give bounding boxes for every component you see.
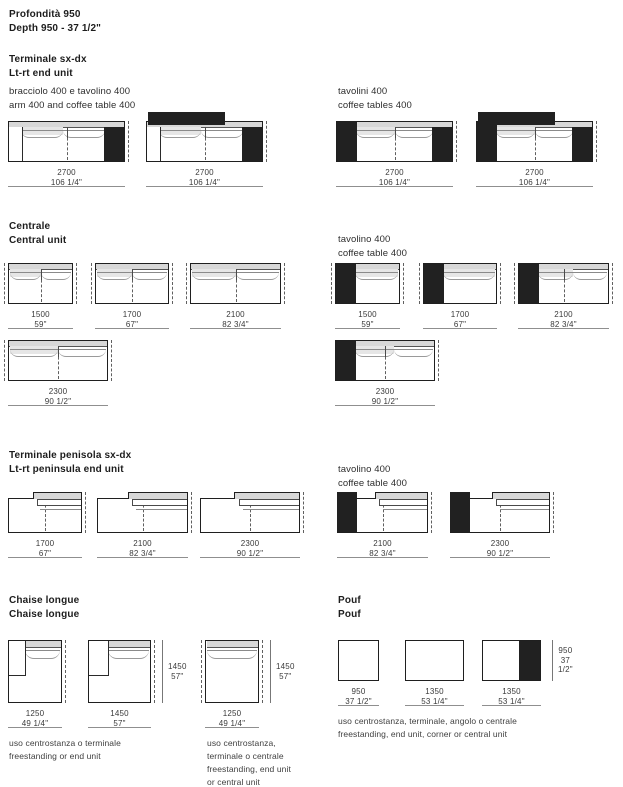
dim-label-inch: 90 1/2"	[371, 396, 399, 406]
unit-diagram-pf-1350a	[405, 640, 464, 713]
backrest-strip	[207, 641, 258, 648]
edge-dashline	[403, 263, 404, 304]
coffee-table-block	[477, 122, 497, 161]
seat-cushion-curve	[356, 130, 395, 138]
edge-dashline	[128, 121, 129, 162]
seat-cushion-curve	[108, 650, 149, 659]
dim-label	[337, 539, 428, 558]
edge-dashline	[438, 340, 439, 381]
module-drawing	[336, 121, 453, 162]
dim-label	[336, 168, 453, 187]
dim-rule	[88, 727, 151, 728]
seat-cushion-curve	[41, 272, 72, 280]
dim-label-mm: 2100	[226, 310, 245, 319]
group-label-peninsula-table-line-0: tavolino 400	[338, 464, 391, 475]
dim-label-inch: 106 1/4"	[50, 177, 83, 187]
edge-dashline	[85, 492, 86, 533]
dim-rule	[337, 557, 428, 558]
seat-cushion-curve	[201, 130, 243, 138]
module-drawing	[335, 263, 400, 304]
group-label-end-unit-arm-table	[9, 85, 135, 113]
dim-label-mm: 1500	[31, 310, 50, 319]
vertical-dim-line	[270, 640, 271, 703]
dim-label-mm: 1250	[25, 709, 45, 718]
cushion-divider	[132, 269, 133, 280]
dim-label-inch: 67"	[453, 319, 467, 329]
cushion-divider	[58, 346, 59, 357]
dim-rule	[335, 405, 435, 406]
dim-label-mm: 2700	[525, 168, 544, 177]
unit-diagram-end-at-2	[146, 121, 263, 194]
backrest-strip	[234, 492, 300, 499]
dim-label	[88, 709, 151, 728]
edge-dashline	[419, 263, 420, 304]
seat-cushion-curve	[58, 349, 106, 357]
seat-cushion-curve	[443, 272, 495, 280]
edge-dashline	[201, 640, 202, 703]
edge-dashline	[456, 121, 457, 162]
dim-rule	[405, 705, 464, 706]
dim-label	[95, 310, 169, 329]
section-title-chaise-line-0: Chaise longue	[9, 595, 80, 606]
dim-label	[450, 539, 550, 558]
coffee-table-block	[104, 127, 124, 161]
dim-label-inch: 59"	[34, 319, 47, 329]
dim-label-mm: 1700	[122, 310, 142, 319]
unit-diagram-p-2100	[97, 492, 188, 565]
seatback-cushion-step	[496, 499, 549, 506]
group-label-peninsula-table-line-1: coffee table 400	[338, 478, 408, 489]
coffee-table-block	[336, 264, 356, 303]
section-title-chaise-line-1: Chaise longue	[9, 609, 80, 620]
vertical-dim-label	[276, 662, 295, 681]
dim-label-mm: 2700	[195, 168, 214, 177]
seat-cushion-curve	[97, 272, 132, 280]
unit-diagram-end-at-1	[8, 121, 125, 194]
seat-cushion-curve	[159, 130, 201, 138]
vertical-dim-mm: 1450	[168, 662, 187, 671]
dim-label	[405, 687, 464, 706]
vertical-dim-line	[552, 640, 553, 681]
page-header-line-it: Profondità 950	[9, 9, 81, 20]
dim-label-mm: 2300	[375, 387, 395, 396]
page-header-line-en: Depth 950 - 37 1/2"	[9, 23, 102, 34]
group-label-peninsula-table	[338, 463, 407, 491]
vertical-dim	[552, 640, 573, 681]
dim-label	[8, 310, 73, 329]
section-title-pouf-line-0: Pouf	[338, 595, 361, 606]
section-title-pouf-line-1: Pouf	[338, 609, 361, 620]
edge-dashline	[172, 263, 173, 304]
dim-label-mm: 1350	[425, 687, 444, 696]
module-drawing	[97, 492, 188, 533]
edge-dashline	[266, 121, 267, 162]
dim-label-mm: 1700	[35, 539, 55, 548]
coffee-table-block	[432, 127, 452, 161]
vertical-dim-label	[558, 646, 573, 675]
group-label-end-unit-arm-table-line-0: bracciolo 400 e tavolino 400	[9, 86, 131, 97]
section-title-central	[9, 220, 66, 248]
dim-label-mm: 1500	[358, 310, 377, 319]
seat-cushion-curve	[394, 349, 433, 357]
seat-cushion-curve	[236, 272, 280, 280]
dim-rule	[482, 705, 541, 706]
seatback-cushion-step	[132, 499, 187, 506]
dim-label	[8, 387, 108, 406]
dim-label-mm: 2300	[240, 539, 260, 548]
seatback-cushion-line	[243, 509, 299, 510]
backrest-strip	[108, 641, 150, 648]
section-title-central-line-1: Central unit	[9, 235, 67, 246]
dim-label	[423, 310, 497, 329]
module-drawing	[423, 263, 497, 304]
backrest-strip	[375, 492, 428, 499]
seat-cushion-curve	[538, 272, 573, 280]
edge-dashline	[111, 340, 112, 381]
vertical-dim	[270, 640, 295, 703]
coffee-table-block	[519, 641, 540, 680]
vertical-dim-mm: 1450	[276, 662, 295, 671]
edge-dashline	[65, 640, 66, 703]
unit-diagram-end-t-2	[476, 121, 593, 194]
dim-label-mm: 2100	[373, 539, 392, 548]
dim-label-mm: 2100	[133, 539, 152, 548]
section-title-chaise	[9, 594, 79, 622]
module-drawing	[405, 640, 464, 681]
unit-diagram-pf-1350b	[482, 640, 573, 713]
backrest-strip	[128, 492, 188, 499]
cushion-divider	[67, 127, 68, 138]
edge-dashline	[76, 263, 77, 304]
dim-label-mm: 1700	[450, 310, 470, 319]
usage-caption-pouf-0-line-0: uso centrostanza, terminale, angolo o centrale	[338, 716, 517, 726]
module-drawing	[338, 640, 379, 681]
seat-cushion-curve	[21, 130, 63, 138]
back-table-block	[148, 112, 225, 125]
unit-diagram-ct-1700	[423, 263, 497, 336]
dim-label-inch: 106 1/4"	[378, 177, 411, 187]
module-drawing	[8, 640, 62, 703]
dim-label	[335, 387, 435, 406]
dim-label-inch: 53 1/4"	[498, 696, 525, 706]
group-label-central-table	[338, 233, 407, 261]
dim-label-mm: 2300	[48, 387, 68, 396]
edge-dashline	[262, 640, 263, 703]
seat-cushion-curve	[10, 349, 58, 357]
unit-diagram-ch-1450	[88, 640, 187, 735]
module-drawing	[95, 263, 169, 304]
back-table-block	[478, 112, 555, 125]
unit-diagram-pf-950	[338, 640, 379, 713]
arm-panel	[9, 641, 26, 676]
dim-rule	[205, 727, 259, 728]
dim-label-inch: 106 1/4"	[188, 177, 221, 187]
coffee-table-block	[337, 492, 357, 532]
dim-label-inch: 37 1/2"	[345, 696, 372, 706]
dim-rule	[423, 328, 497, 329]
edge-dashline	[431, 492, 432, 533]
coffee-table-block	[450, 492, 470, 532]
dim-label-inch: 90 1/2"	[236, 548, 264, 558]
dim-label	[146, 168, 263, 187]
dim-label-inch: 49 1/4"	[21, 718, 49, 728]
unit-diagram-pt-2300	[450, 492, 550, 565]
dim-label-mm: 950	[351, 687, 366, 696]
unit-diagram-c-2100	[190, 263, 281, 336]
seat-cushion-curve	[192, 272, 236, 280]
dim-label-inch: 106 1/4"	[518, 177, 551, 187]
seatback-cushion-line	[500, 509, 549, 510]
usage-caption-chaise-1-line-2: freestanding, end unit	[207, 764, 291, 774]
module-drawing	[335, 340, 435, 381]
dim-rule	[335, 328, 400, 329]
unit-diagram-ct-2300	[335, 340, 435, 413]
vertical-dim-inch: 57"	[279, 671, 292, 681]
seat-cushion-curve	[25, 650, 60, 659]
usage-caption-chaise-1-line-0: uso centrostanza,	[207, 738, 276, 748]
edge-dashline	[91, 263, 92, 304]
unit-diagram-c-2300	[8, 340, 108, 413]
vertical-dim-line	[162, 640, 163, 703]
module-drawing	[476, 121, 593, 162]
section-title-end-unit-line-0: Terminale sx-dx	[9, 54, 87, 65]
section-title-peninsula-line-0: Terminale penisola sx-dx	[9, 450, 132, 461]
module-drawing	[8, 492, 82, 533]
seat-cushion-curve	[395, 130, 434, 138]
seat-cushion-curve	[355, 349, 394, 357]
dim-label-inch: 59"	[361, 319, 374, 329]
vertical-dim-mm: 950	[558, 646, 573, 656]
group-label-end-unit-tables	[338, 85, 412, 113]
dim-label-inch: 82 3/4"	[129, 548, 156, 558]
seat-cushion-curve	[207, 650, 257, 659]
vertical-dim-label	[168, 662, 187, 681]
seat-cushion-curve	[573, 272, 608, 280]
dim-label	[338, 687, 379, 706]
module-drawing	[8, 340, 108, 381]
coffee-table-block	[572, 127, 592, 161]
vertical-dim-inch: 57"	[171, 671, 184, 681]
edge-dashline	[331, 263, 332, 304]
dim-label-inch: 57"	[113, 718, 126, 728]
usage-caption-pouf-0	[338, 715, 517, 741]
unit-diagram-ch-1250b	[205, 640, 295, 735]
dim-rule	[450, 557, 550, 558]
usage-caption-chaise-1-line-3: or central unit	[207, 777, 260, 787]
edge-dashline	[4, 340, 5, 381]
dim-rule	[8, 186, 125, 187]
edge-dashline	[154, 640, 155, 703]
seatback-cushion-line	[40, 509, 81, 510]
unit-diagram-ch-1250a	[8, 640, 62, 735]
module-drawing	[8, 121, 125, 162]
module-outline	[338, 640, 379, 681]
page-header	[9, 8, 101, 36]
dim-label-inch: 90 1/2"	[44, 396, 72, 406]
dim-label-mm: 2100	[554, 310, 573, 319]
cushion-divider	[564, 269, 565, 280]
unit-diagram-ct-1500	[335, 263, 400, 336]
edge-dashline	[4, 263, 5, 304]
module-drawing	[482, 640, 541, 681]
dim-label-inch: 82 3/4"	[369, 548, 396, 558]
dim-label-mm: 1250	[222, 709, 242, 718]
dim-label-inch: 67"	[125, 319, 139, 329]
backrest-strip	[492, 492, 550, 499]
dim-label-mm: 2700	[385, 168, 404, 177]
seatback-cushion-line	[383, 509, 428, 510]
dim-label-inch: 49 1/4"	[218, 718, 246, 728]
dim-label-inch: 90 1/2"	[486, 548, 514, 558]
backrest-strip	[33, 492, 82, 499]
module-drawing	[205, 640, 259, 703]
dim-rule	[518, 328, 609, 329]
module-drawing	[88, 640, 151, 703]
module-drawing	[200, 492, 300, 533]
dim-label-mm: 1450	[110, 709, 129, 718]
module-drawing	[8, 263, 73, 304]
dim-rule	[336, 186, 453, 187]
module-drawing	[518, 263, 609, 304]
unit-diagram-pt-2100	[337, 492, 428, 565]
cushion-divider	[385, 346, 386, 357]
group-label-end-unit-tables-line-0: tavolini 400	[338, 86, 388, 97]
seatback-cushion-step	[37, 499, 81, 506]
dim-label	[8, 539, 82, 558]
dim-label	[8, 709, 62, 728]
dim-label-inch: 67"	[38, 548, 52, 558]
cushion-divider	[395, 127, 396, 138]
section-title-peninsula-line-1: Lt-rt peninsula end unit	[9, 464, 124, 475]
dim-rule	[146, 186, 263, 187]
section-title-end-unit	[9, 53, 87, 81]
usage-caption-chaise-0-line-1: freestanding or end unit	[9, 751, 101, 761]
module-drawing	[146, 121, 263, 162]
seat-cushion-curve	[496, 130, 535, 138]
arm-panel	[147, 127, 161, 161]
dim-rule	[97, 557, 188, 558]
module-outline	[405, 640, 464, 681]
dim-rule	[476, 186, 593, 187]
edge-dashline	[191, 492, 192, 533]
coffee-table-block	[519, 264, 539, 303]
usage-caption-chaise-1	[207, 737, 291, 787]
coffee-table-block	[424, 264, 444, 303]
seatback-cushion-step	[379, 499, 427, 506]
group-label-central-table-line-1: coffee table 400	[338, 248, 408, 259]
group-label-end-unit-tables-line-1: coffee tables 400	[338, 100, 412, 111]
group-label-central-table-line-0: tavolino 400	[338, 234, 391, 245]
dim-label	[97, 539, 188, 558]
arm-panel	[89, 641, 109, 676]
dim-label-mm: 2300	[490, 539, 510, 548]
dim-label	[200, 539, 300, 558]
cushion-divider	[41, 269, 42, 280]
unit-diagram-p-1700	[8, 492, 82, 565]
edge-dashline	[553, 492, 554, 533]
dim-rule	[8, 727, 62, 728]
unit-diagram-p-2300	[200, 492, 300, 565]
dim-label	[476, 168, 593, 187]
module-drawing	[190, 263, 281, 304]
dim-label	[190, 310, 281, 329]
usage-caption-chaise-1-line-1: terminale o centrale	[207, 751, 284, 761]
seat-cushion-curve	[10, 272, 41, 280]
dim-label-inch: 82 3/4"	[550, 319, 577, 329]
dim-rule	[8, 405, 108, 406]
dim-label-inch: 82 3/4"	[222, 319, 249, 329]
module-drawing	[450, 492, 550, 533]
seat-cushion-curve	[355, 272, 398, 280]
seat-cushion-curve	[132, 272, 167, 280]
cushion-divider	[236, 269, 237, 280]
seat-cushion-curve	[63, 130, 105, 138]
seatback-cushion-step	[239, 499, 299, 506]
dim-rule	[8, 557, 82, 558]
seat-cushion-curve	[535, 130, 574, 138]
usage-caption-pouf-0-line-1: freestanding, end unit, corner or central unit	[338, 729, 508, 739]
dim-rule	[95, 328, 169, 329]
unit-diagram-c-1700	[95, 263, 169, 336]
dim-label	[205, 709, 259, 728]
module-drawing	[337, 492, 428, 533]
edge-dashline	[186, 263, 187, 304]
dim-label-inch: 53 1/4"	[421, 696, 448, 706]
dim-rule	[190, 328, 281, 329]
edge-dashline	[500, 263, 501, 304]
group-label-end-unit-arm-table-line-1: arm 400 and coffee table 400	[9, 100, 136, 111]
edge-dashline	[303, 492, 304, 533]
dim-rule	[338, 705, 379, 706]
unit-diagram-ct-2100	[518, 263, 609, 336]
section-title-central-line-0: Centrale	[9, 221, 51, 232]
usage-caption-chaise-0	[9, 737, 121, 763]
dim-label	[8, 168, 125, 187]
dim-rule	[200, 557, 300, 558]
unit-diagram-c-1500	[8, 263, 73, 336]
coffee-table-block	[336, 341, 356, 380]
unit-diagram-end-t-1	[336, 121, 453, 194]
arm-panel	[9, 127, 23, 161]
edge-dashline	[612, 263, 613, 304]
cushion-divider	[535, 127, 536, 138]
section-title-pouf	[338, 594, 361, 622]
dim-label-mm: 1350	[502, 687, 521, 696]
dim-rule	[8, 328, 73, 329]
seatback-cushion-line	[136, 509, 187, 510]
vertical-dim-inch: 37 1/2"	[558, 655, 573, 675]
backrest-strip	[25, 641, 61, 648]
dim-label	[518, 310, 609, 329]
coffee-table-block	[337, 122, 357, 161]
dim-label-mm: 2700	[57, 168, 76, 177]
dim-label	[482, 687, 541, 706]
coffee-table-block	[242, 127, 262, 161]
section-title-end-unit-line-1: Lt-rt end unit	[9, 68, 73, 79]
cushion-divider	[205, 127, 206, 138]
section-title-peninsula	[9, 449, 131, 477]
edge-dashline	[596, 121, 597, 162]
edge-dashline	[284, 263, 285, 304]
vertical-dim	[162, 640, 187, 703]
edge-dashline	[514, 263, 515, 304]
usage-caption-chaise-0-line-0: uso centrostanza o terminale	[9, 738, 121, 748]
dim-label	[335, 310, 400, 329]
